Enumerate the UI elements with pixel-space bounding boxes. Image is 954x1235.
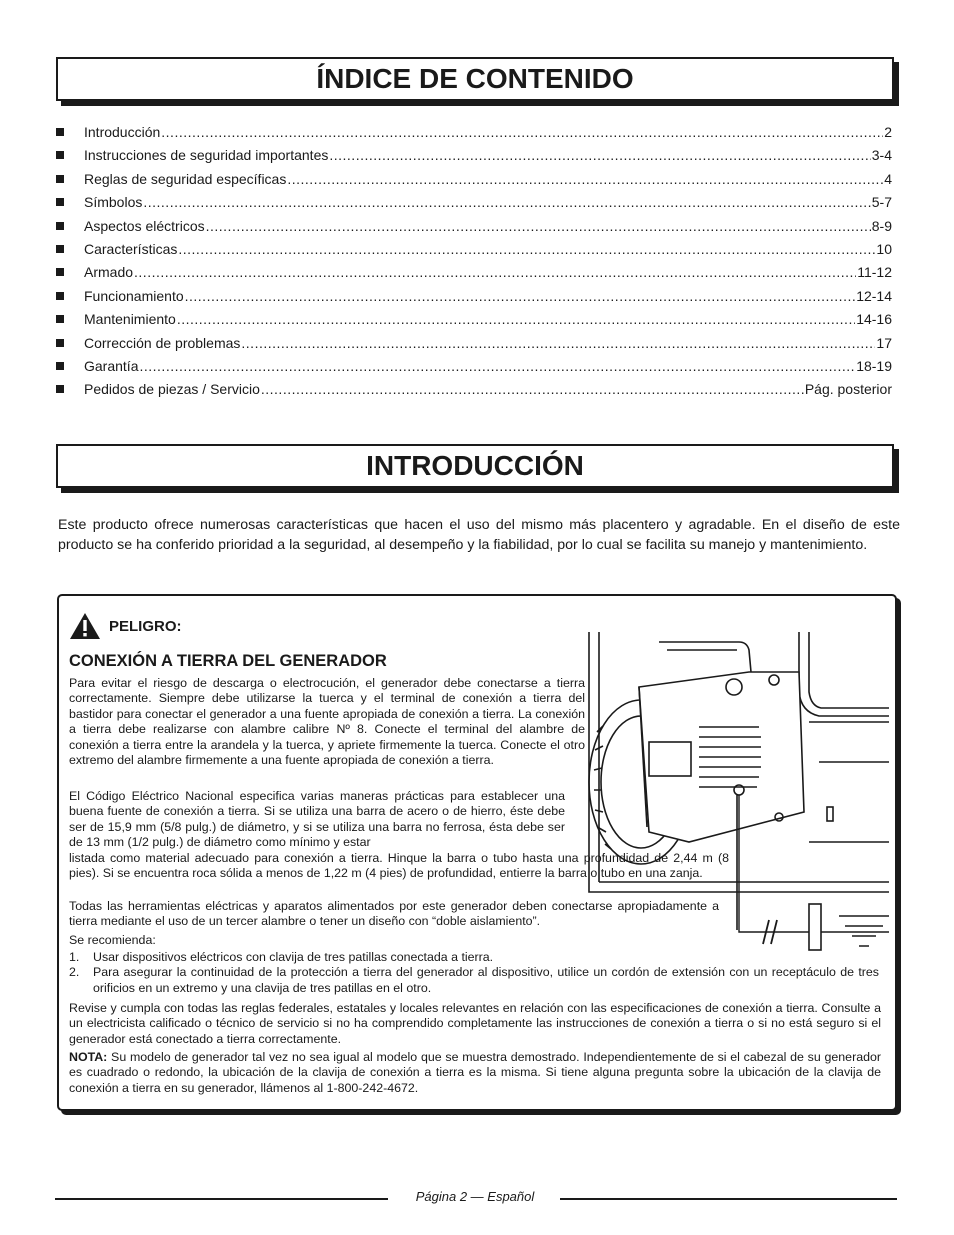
bullet-icon (56, 292, 64, 300)
toc-item[interactable]: Funcionamiento ..... 12-14 (56, 288, 892, 311)
bullet-icon (56, 245, 64, 253)
list-item: 2. Para asegurar la continuidad de la protección a tierra del generador al dispositivo, utilice un cordón de extensión con un receptáculo de tres orificios en un extremo y una clavija de tres patillas en el otro. (69, 965, 879, 995)
grounding-paragraph-5: Revise y cumpla con todas las reglas federales, estatales y locales relevantes en relación con las especificaciones de conexión a tierra. Consulte a un electricista calificado o técnico de servicio si no ha comprendido completamente las instrucciones de conexión a tierra o si no está seguro si el generador está conectado a tierra correctamente. (69, 1001, 881, 1046)
footer-page-label: Página 2 — Español (415, 1189, 535, 1204)
recommend-list (69, 950, 879, 996)
grounding-paragraph-4: Se recomienda: (69, 933, 156, 947)
list-item: 1. Usar dispositivos eléctricos con clavija de tres patillas conectada a tierra. (69, 950, 494, 964)
toc-item[interactable]: Características ..... 10 (56, 241, 892, 264)
toc-item[interactable]: Mantenimiento ..... 14-16 (56, 311, 892, 334)
grounding-paragraph-1: Para evitar el riesgo de descarga o electrocución, el generador debe conectarse a tierra correctamente. Siempre debe utilizarse la tuerca y el terminal de conexión a tierra del bastidor para conectar el generador a una fuente apropiada de conexión a tierra. La conexión a tierra debe realizarse con alambre calibre Nº 8. Conecte el terminal del alambre de conexión a tierra entre la arandela y la tuerca, y apriete firmemente la tuerca. Conecte el otro extremo del alambre firmemente a una fuente apropiada de conexión a tierra. (69, 676, 585, 768)
bullet-icon (56, 151, 64, 159)
danger-label: PELIGRO: (109, 617, 182, 635)
toc-item[interactable]: Aspectos eléctricos ..... 8-9 (56, 218, 892, 241)
danger-box (57, 594, 897, 1111)
toc-item[interactable]: Reglas de seguridad específicas ..... 4 (56, 171, 892, 194)
bullet-icon (56, 362, 64, 370)
note-label: NOTA: (69, 1050, 108, 1064)
footer-rule-left (55, 1198, 388, 1200)
bullet-icon (56, 315, 64, 323)
bullet-icon (56, 339, 64, 347)
warning-triangle-icon (69, 612, 101, 640)
grounding-paragraph-2a: El Código Eléctrico Nacional especifica varias maneras prácticas para establecer una buena fuente de conexión a tierra. Si se utiliza una barra de acero o de hierro, éste debe ser de 15,9 mm (5/8 pulg.) de diámetro, y si se utiliza una barra no ferrosa, ésta debe ser de 13 mm (1/2 pulg.) de diámetro como mínimo y estar (69, 789, 565, 850)
toc-item[interactable]: Instrucciones de seguridad importantes ..... 3-4 (56, 147, 892, 170)
toc-item[interactable]: Corrección de problemas ..... 17 (56, 335, 892, 358)
toc-list (56, 124, 892, 405)
bullet-icon (56, 128, 64, 136)
bullet-icon (56, 222, 64, 230)
bullet-icon (56, 198, 64, 206)
bullet-icon (56, 385, 64, 393)
bullet-icon (56, 175, 64, 183)
grounding-paragraph-2b: listada como material adecuado para conexión a tierra. Hinque la barra o tubo hasta una profundidad de 2,44 m (8 pies). Si se encuentra roca sólida a menos de 1,22 m (4 pies) de profundidad, entierre la barra o tubo en una zanja. (69, 851, 729, 881)
danger-heading (69, 612, 182, 640)
intro-title: INTRODUCCIÓN (56, 444, 894, 488)
grounding-subtitle: CONEXIÓN A TIERRA DEL GENERADOR (69, 652, 387, 670)
grounding-note (69, 1050, 881, 1096)
toc-item[interactable]: Pedidos de piezas / Servicio ..... Pág. posterior (56, 381, 892, 404)
grounding-paragraph-3: Todas las herramientas eléctricas y aparatos alimentados por este generador deben conectarse apropiadamente a tierra mediante el uso de un tercer alambre o tener un diseño con “doble aislamiento”. (69, 899, 719, 929)
footer-rule-right (560, 1198, 897, 1200)
intro-paragraph: Este producto ofrece numerosas características que hacen el uso del mismo más placentero y agradable. En el diseño de este producto se ha conferido prioridad a la seguridad, al desempeño y la fiabilidad, por lo cual se facilita su manejo y mantenimiento. (58, 517, 900, 553)
toc-item[interactable]: Símbolos ..... 5-7 (56, 194, 892, 217)
toc-item[interactable]: Armado ..... 11-12 (56, 264, 892, 287)
note-text: Su modelo de generador tal vez no sea igual al modelo que se muestra demostrado. Independientemente de si el cabezal de su generador es cuadrado o redondo, la ubicación de la clavija de conexión a tierra es la misma. Si tiene alguna pregunta sobre la ubicación de la clavija de conexión a tierra en su generador, llámenos al 1-800-242-4672. (69, 1050, 881, 1095)
toc-title: ÍNDICE DE CONTENIDO (56, 57, 894, 101)
toc-item[interactable]: Garantía ..... 18-19 (56, 358, 892, 381)
bullet-icon (56, 268, 64, 276)
toc-item[interactable]: Introducción ..... 2 (56, 124, 892, 147)
